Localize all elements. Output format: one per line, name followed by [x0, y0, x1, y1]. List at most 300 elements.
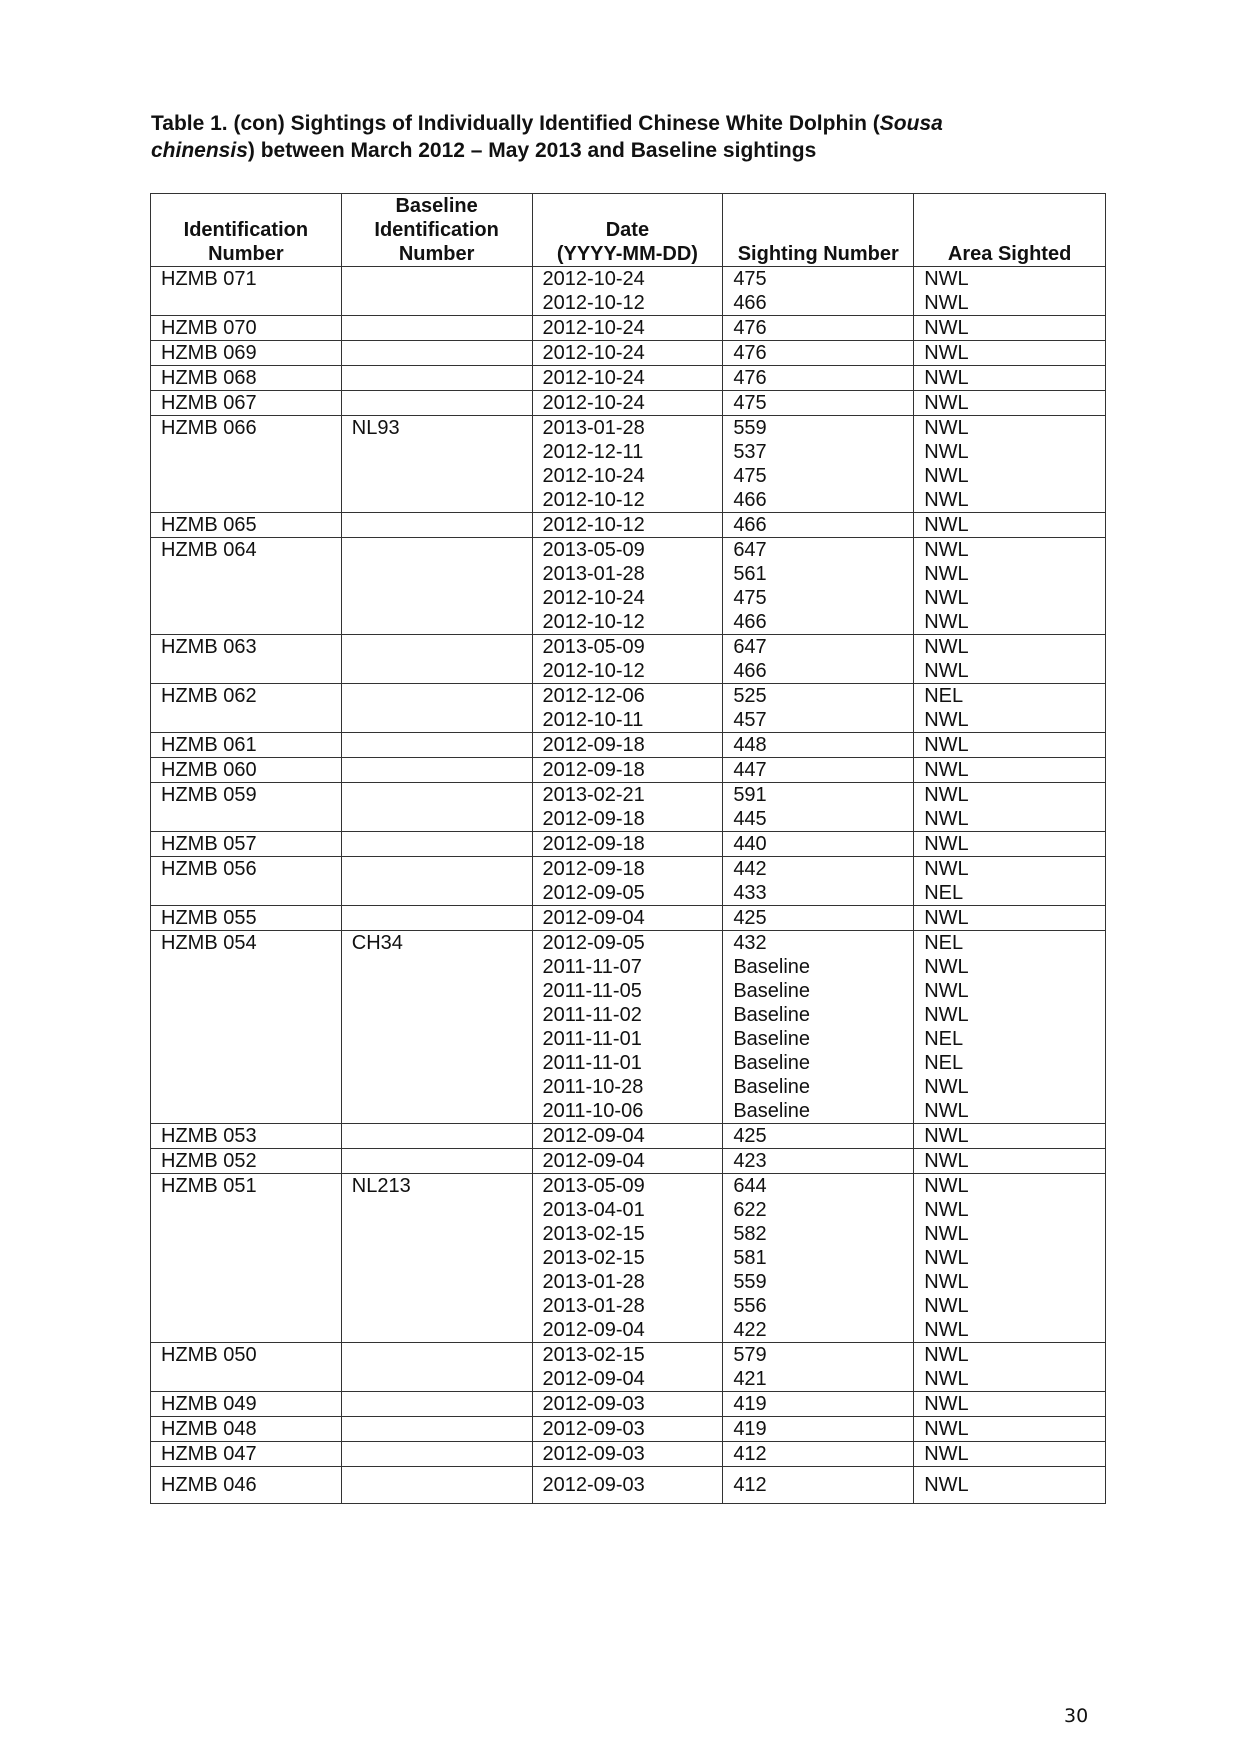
cell-sighting-number	[723, 1392, 914, 1417]
cell-area-sighted-value: NWL	[924, 1474, 969, 1496]
cell-area-sighted-value: NWL	[924, 587, 969, 609]
cell-sighting-number-value: Baseline	[733, 1028, 811, 1050]
cell-date-value: 2012-12-11	[542, 441, 644, 463]
cell-date-value: 2012-10-12	[542, 489, 645, 511]
cell-date-value: 2013-04-01	[542, 1199, 645, 1221]
cell-sighting-number-value: 525	[733, 685, 767, 707]
header-sighting-number	[723, 194, 914, 267]
cell-identification-number: HZMB 050	[151, 1343, 342, 1392]
cell-area-sighted-value: NWL	[924, 292, 969, 314]
cell-sighting-number-value: 647	[733, 539, 767, 561]
cell-sighting-number-value: 423	[733, 1150, 767, 1172]
cell-date	[532, 1124, 723, 1149]
cell-sighting-number	[723, 1174, 914, 1343]
cell-area-sighted	[914, 366, 1106, 391]
cell-date	[532, 391, 723, 416]
cell-date-value: 2012-10-12	[542, 660, 645, 682]
cell-area-sighted-value: NWL	[924, 956, 969, 978]
table-row	[151, 1149, 1106, 1174]
cell-identification-number: HZMB 069	[151, 341, 342, 366]
cell-date	[532, 1442, 723, 1467]
cell-date-value: 2012-09-05	[542, 882, 645, 904]
cell-date	[532, 366, 723, 391]
cell-area-sighted-value: NWL	[924, 1443, 969, 1465]
cell-area-sighted	[914, 416, 1106, 513]
cell-date	[532, 1392, 723, 1417]
cell-sighting-number-value: 647	[733, 636, 767, 658]
cell-area-sighted-value: NWL	[924, 342, 969, 364]
cell-area-sighted-value: NWL	[924, 1295, 969, 1317]
cell-date	[532, 341, 723, 366]
cell-date-value: 2012-09-18	[542, 759, 645, 781]
cell-sighting-number-value: Baseline	[733, 1100, 811, 1122]
cell-date-value: 2013-05-09	[542, 1175, 645, 1197]
cell-sighting-number	[723, 1442, 914, 1467]
cell-identification-number: HZMB 049	[151, 1392, 342, 1417]
table-row	[151, 832, 1106, 857]
caption-text-tail: ) between March 2012 – May 2013 and Baseline sightings	[247, 139, 817, 162]
cell-sighting-number-value: 425	[733, 907, 767, 929]
cell-area-sighted-value: NWL	[924, 489, 969, 511]
cell-area-sighted-value: NWL	[924, 1368, 969, 1390]
cell-sighting-number	[723, 341, 914, 366]
cell-area-sighted-value: NWL	[924, 611, 969, 633]
cell-date	[532, 1467, 723, 1504]
cell-date	[532, 635, 723, 684]
cell-sighting-number	[723, 538, 914, 635]
cell-sighting-number-value: 559	[733, 417, 767, 439]
cell-area-sighted	[914, 758, 1106, 783]
cell-date-value: 2011-11-05	[542, 980, 642, 1002]
table-row	[151, 1174, 1106, 1343]
cell-identification-number: HZMB 070	[151, 316, 342, 341]
cell-sighting-number	[723, 733, 914, 758]
cell-baseline-identification-number	[341, 906, 532, 931]
cell-date-value: 2012-10-24	[542, 392, 645, 414]
cell-date-value: 2011-11-02	[542, 1004, 642, 1026]
cell-date	[532, 783, 723, 832]
cell-identification-number: HZMB 053	[151, 1124, 342, 1149]
cell-sighting-number	[723, 416, 914, 513]
cell-area-sighted	[914, 832, 1106, 857]
cell-date-value: 2012-10-24	[542, 342, 645, 364]
cell-baseline-identification-number	[341, 1467, 532, 1504]
cell-sighting-number-value: Baseline	[733, 1076, 811, 1098]
cell-baseline-identification-number	[341, 758, 532, 783]
cell-date-value: 2012-10-12	[542, 514, 645, 536]
cell-area-sighted-value: NWL	[924, 1199, 969, 1221]
cell-sighting-number-value: 433	[733, 882, 767, 904]
cell-date	[532, 267, 723, 316]
cell-date	[532, 931, 723, 1124]
cell-sighting-number-value: 466	[733, 489, 767, 511]
cell-date	[532, 906, 723, 931]
cell-identification-number: HZMB 048	[151, 1417, 342, 1442]
cell-date	[532, 684, 723, 733]
cell-baseline-identification-number	[341, 1149, 532, 1174]
cell-date-value: 2013-05-09	[542, 636, 645, 658]
cell-date-value: 2012-12-06	[542, 685, 645, 707]
cell-identification-number: HZMB 051	[151, 1174, 342, 1343]
table-row	[151, 635, 1106, 684]
cell-date-value: 2012-10-24	[542, 587, 645, 609]
cell-area-sighted	[914, 1417, 1106, 1442]
cell-sighting-number-value: 556	[733, 1295, 767, 1317]
cell-area-sighted-value: NWL	[924, 759, 969, 781]
table-row	[151, 931, 1106, 1124]
cell-date-value: 2012-09-03	[542, 1443, 645, 1465]
cell-sighting-number	[723, 1467, 914, 1504]
cell-sighting-number-value: Baseline	[733, 1052, 811, 1074]
header-identification-number	[151, 194, 342, 267]
cell-date-value: 2011-10-06	[542, 1100, 644, 1122]
header-line: Date	[605, 219, 650, 241]
cell-sighting-number-value: 476	[733, 342, 767, 364]
cell-sighting-number	[723, 1417, 914, 1442]
cell-sighting-number	[723, 931, 914, 1124]
cell-sighting-number	[723, 635, 914, 684]
cell-area-sighted	[914, 316, 1106, 341]
cell-date-value: 2011-11-01	[542, 1052, 642, 1074]
cell-sighting-number-value: 448	[733, 734, 767, 756]
cell-date-value: 2013-01-28	[542, 1295, 645, 1317]
cell-area-sighted-value: NWL	[924, 660, 969, 682]
cell-area-sighted-value: NEL	[924, 932, 964, 954]
cell-date-value: 2012-10-24	[542, 367, 645, 389]
cell-sighting-number-value: 475	[733, 465, 767, 487]
header-line: (YYYY-MM-DD)	[556, 243, 698, 265]
cell-baseline-identification-number	[341, 1392, 532, 1417]
cell-area-sighted-value: NWL	[924, 907, 969, 929]
cell-area-sighted-value: NWL	[924, 1344, 969, 1366]
table-body	[151, 267, 1106, 1504]
cell-identification-number: HZMB 067	[151, 391, 342, 416]
cell-date-value: 2012-09-05	[542, 932, 645, 954]
table-caption	[151, 110, 1111, 164]
cell-sighting-number-value: 422	[733, 1319, 767, 1341]
cell-baseline-identification-number: CH34	[341, 931, 532, 1124]
cell-sighting-number-value: 466	[733, 660, 767, 682]
cell-area-sighted-value: NEL	[924, 882, 964, 904]
cell-date-value: 2013-01-28	[542, 563, 645, 585]
cell-area-sighted-value: NWL	[924, 709, 969, 731]
cell-baseline-identification-number	[341, 783, 532, 832]
cell-sighting-number-value: 466	[733, 514, 767, 536]
cell-area-sighted-value: NWL	[924, 858, 969, 880]
cell-baseline-identification-number: NL93	[341, 416, 532, 513]
cell-date-value: 2012-09-04	[542, 1150, 645, 1172]
cell-area-sighted-value: NWL	[924, 784, 969, 806]
cell-sighting-number-value: 644	[733, 1175, 767, 1197]
cell-baseline-identification-number	[341, 684, 532, 733]
cell-date	[532, 316, 723, 341]
cell-area-sighted-value: NWL	[924, 392, 969, 414]
header-line: Baseline	[395, 195, 478, 217]
cell-date-value: 2012-10-24	[542, 317, 645, 339]
cell-area-sighted	[914, 684, 1106, 733]
cell-date-value: 2012-10-12	[542, 292, 645, 314]
table-row	[151, 1343, 1106, 1392]
table-row	[151, 391, 1106, 416]
cell-date-value: 2012-09-04	[542, 907, 645, 929]
cell-sighting-number-value: 445	[733, 808, 767, 830]
cell-identification-number: HZMB 061	[151, 733, 342, 758]
cell-area-sighted	[914, 733, 1106, 758]
cell-date	[532, 513, 723, 538]
cell-date-value: 2012-09-18	[542, 734, 645, 756]
cell-sighting-number-value: 466	[733, 292, 767, 314]
cell-area-sighted-value: NWL	[924, 1247, 969, 1269]
header-line: Sighting Number	[737, 243, 899, 265]
cell-area-sighted-value: NEL	[924, 1028, 964, 1050]
cell-sighting-number	[723, 316, 914, 341]
cell-area-sighted-value: NWL	[924, 514, 969, 536]
cell-sighting-number-value: 475	[733, 587, 767, 609]
cell-baseline-identification-number	[341, 1442, 532, 1467]
cell-date	[532, 416, 723, 513]
cell-area-sighted	[914, 1149, 1106, 1174]
table-row	[151, 538, 1106, 635]
table-row	[151, 316, 1106, 341]
cell-date	[532, 857, 723, 906]
cell-sighting-number-value: 579	[733, 1344, 767, 1366]
table-row	[151, 1417, 1106, 1442]
cell-date-value: 2012-09-04	[542, 1368, 645, 1390]
cell-date	[532, 1149, 723, 1174]
cell-sighting-number-value: 476	[733, 367, 767, 389]
cell-identification-number: HZMB 071	[151, 267, 342, 316]
table-row	[151, 733, 1106, 758]
cell-area-sighted-value: NEL	[924, 685, 964, 707]
cell-area-sighted	[914, 391, 1106, 416]
cell-area-sighted-value: NWL	[924, 808, 969, 830]
table-row	[151, 513, 1106, 538]
cell-area-sighted-value: NWL	[924, 833, 969, 855]
cell-baseline-identification-number: NL213	[341, 1174, 532, 1343]
cell-date-value: 2011-11-01	[542, 1028, 642, 1050]
cell-area-sighted-value: NWL	[924, 636, 969, 658]
cell-date-value: 2012-09-18	[542, 858, 645, 880]
table-row	[151, 1442, 1106, 1467]
cell-date-value: 2012-09-18	[542, 833, 645, 855]
cell-sighting-number-value: 466	[733, 611, 767, 633]
cell-sighting-number-value: 475	[733, 392, 767, 414]
cell-date-value: 2012-10-12	[542, 611, 645, 633]
cell-date	[532, 758, 723, 783]
cell-baseline-identification-number	[341, 635, 532, 684]
cell-area-sighted-value: NWL	[924, 1004, 969, 1026]
caption-species-epithet: chinensis	[151, 139, 248, 162]
cell-area-sighted-value: NWL	[924, 417, 969, 439]
cell-baseline-identification-number	[341, 316, 532, 341]
table-header-row	[151, 194, 1106, 267]
sightings-table	[150, 193, 1106, 1504]
caption-text: Table 1. (con) Sightings of Individually Identified Chinese White Dolphin (	[151, 112, 880, 135]
cell-date	[532, 733, 723, 758]
cell-area-sighted-value: NWL	[924, 465, 969, 487]
cell-sighting-number-value: 440	[733, 833, 767, 855]
cell-date-value: 2011-11-07	[542, 956, 642, 978]
cell-area-sighted	[914, 783, 1106, 832]
cell-area-sighted	[914, 1467, 1106, 1504]
cell-date-value: 2013-01-28	[542, 417, 645, 439]
cell-area-sighted-value: NWL	[924, 441, 969, 463]
cell-area-sighted	[914, 906, 1106, 931]
cell-area-sighted	[914, 857, 1106, 906]
cell-sighting-number-value: 622	[733, 1199, 767, 1221]
cell-area-sighted-value: NWL	[924, 1319, 969, 1341]
cell-area-sighted-value: NWL	[924, 563, 969, 585]
cell-date-value: 2013-01-28	[542, 1271, 645, 1293]
cell-sighting-number	[723, 1149, 914, 1174]
cell-sighting-number	[723, 513, 914, 538]
cell-baseline-identification-number	[341, 733, 532, 758]
cell-area-sighted-value: NWL	[924, 268, 969, 290]
header-area-sighted	[914, 194, 1106, 267]
cell-sighting-number	[723, 267, 914, 316]
cell-area-sighted-value: NWL	[924, 1223, 969, 1245]
cell-identification-number: HZMB 059	[151, 783, 342, 832]
header-date	[532, 194, 723, 267]
cell-identification-number: HZMB 066	[151, 416, 342, 513]
cell-baseline-identification-number	[341, 1343, 532, 1392]
cell-date-value: 2012-09-04	[542, 1319, 645, 1341]
cell-area-sighted	[914, 341, 1106, 366]
cell-area-sighted-value: NWL	[924, 1100, 969, 1122]
cell-baseline-identification-number	[341, 391, 532, 416]
header-line: Identification	[374, 219, 499, 241]
cell-date	[532, 1417, 723, 1442]
cell-sighting-number	[723, 857, 914, 906]
cell-sighting-number	[723, 1124, 914, 1149]
cell-date-value: 2012-09-03	[542, 1418, 645, 1440]
cell-sighting-number-value: 457	[733, 709, 767, 731]
table-row	[151, 906, 1106, 931]
cell-sighting-number-value: 537	[733, 441, 767, 463]
header-line: Area Sighted	[947, 243, 1072, 265]
cell-area-sighted-value: NWL	[924, 1175, 969, 1197]
cell-area-sighted-value: NEL	[924, 1052, 964, 1074]
cell-sighting-number-value: 419	[733, 1393, 767, 1415]
table-row	[151, 366, 1106, 391]
table-row	[151, 857, 1106, 906]
cell-area-sighted-value: NWL	[924, 734, 969, 756]
cell-sighting-number-value: 475	[733, 268, 767, 290]
cell-sighting-number	[723, 783, 914, 832]
table-row	[151, 416, 1106, 513]
cell-area-sighted	[914, 1392, 1106, 1417]
cell-date-value: 2012-09-04	[542, 1125, 645, 1147]
cell-sighting-number-value: 447	[733, 759, 767, 781]
cell-sighting-number-value: Baseline	[733, 980, 811, 1002]
cell-area-sighted-value: NWL	[924, 317, 969, 339]
cell-identification-number: HZMB 054	[151, 931, 342, 1124]
cell-identification-number: HZMB 068	[151, 366, 342, 391]
table-row	[151, 341, 1106, 366]
cell-sighting-number-value: Baseline	[733, 1004, 811, 1026]
cell-date-value: 2012-09-18	[542, 808, 645, 830]
cell-date	[532, 538, 723, 635]
cell-area-sighted-value: NWL	[924, 367, 969, 389]
cell-identification-number: HZMB 065	[151, 513, 342, 538]
cell-area-sighted	[914, 1174, 1106, 1343]
cell-date-value: 2012-09-03	[542, 1474, 645, 1496]
cell-area-sighted	[914, 513, 1106, 538]
cell-sighting-number-value: 425	[733, 1125, 767, 1147]
page-number: 30	[1064, 1705, 1089, 1727]
cell-sighting-number	[723, 366, 914, 391]
table-row	[151, 783, 1106, 832]
cell-area-sighted-value: NWL	[924, 1150, 969, 1172]
cell-sighting-number	[723, 758, 914, 783]
cell-area-sighted-value: NWL	[924, 1271, 969, 1293]
header-line: Number	[208, 243, 284, 265]
cell-sighting-number-value: 412	[733, 1474, 767, 1496]
header-line: Identification	[183, 219, 309, 241]
cell-identification-number: HZMB 064	[151, 538, 342, 635]
cell-sighting-number	[723, 391, 914, 416]
cell-sighting-number-value: 432	[733, 932, 767, 954]
cell-sighting-number-value: 581	[733, 1247, 767, 1269]
cell-baseline-identification-number	[341, 1417, 532, 1442]
cell-date	[532, 1174, 723, 1343]
cell-area-sighted	[914, 635, 1106, 684]
header-line: Number	[398, 243, 475, 265]
table-row	[151, 684, 1106, 733]
cell-area-sighted	[914, 267, 1106, 316]
table-row	[151, 1124, 1106, 1149]
cell-area-sighted-value: NWL	[924, 1125, 969, 1147]
cell-identification-number: HZMB 046	[151, 1467, 342, 1504]
cell-baseline-identification-number	[341, 513, 532, 538]
cell-sighting-number-value: 412	[733, 1443, 767, 1465]
cell-sighting-number-value: 421	[733, 1368, 767, 1390]
header-baseline-identification-number	[341, 194, 532, 267]
cell-area-sighted-value: NWL	[924, 539, 969, 561]
cell-sighting-number	[723, 684, 914, 733]
cell-date	[532, 1343, 723, 1392]
cell-sighting-number-value: 476	[733, 317, 767, 339]
cell-area-sighted	[914, 931, 1106, 1124]
table-row	[151, 1467, 1106, 1504]
cell-baseline-identification-number	[341, 538, 532, 635]
table-row	[151, 1392, 1106, 1417]
caption-species-genus: Sousa	[879, 112, 943, 135]
cell-date-value: 2013-02-21	[542, 784, 645, 806]
cell-area-sighted-value: NWL	[924, 1076, 969, 1098]
cell-area-sighted-value: NWL	[924, 980, 969, 1002]
cell-identification-number: HZMB 056	[151, 857, 342, 906]
cell-date-value: 2012-09-03	[542, 1393, 645, 1415]
cell-sighting-number-value: 582	[733, 1223, 767, 1245]
cell-identification-number: HZMB 047	[151, 1442, 342, 1467]
cell-baseline-identification-number	[341, 1124, 532, 1149]
cell-area-sighted	[914, 538, 1106, 635]
cell-date-value: 2013-02-15	[542, 1344, 645, 1366]
cell-sighting-number-value: 419	[733, 1418, 767, 1440]
cell-date-value: 2012-10-24	[542, 465, 645, 487]
cell-identification-number: HZMB 062	[151, 684, 342, 733]
cell-area-sighted-value: NWL	[924, 1393, 969, 1415]
cell-baseline-identification-number	[341, 366, 532, 391]
cell-sighting-number-value: 561	[733, 563, 767, 585]
cell-baseline-identification-number	[341, 857, 532, 906]
cell-sighting-number-value: 591	[733, 784, 767, 806]
cell-identification-number: HZMB 055	[151, 906, 342, 931]
cell-sighting-number	[723, 832, 914, 857]
cell-baseline-identification-number	[341, 267, 532, 316]
cell-identification-number: HZMB 057	[151, 832, 342, 857]
